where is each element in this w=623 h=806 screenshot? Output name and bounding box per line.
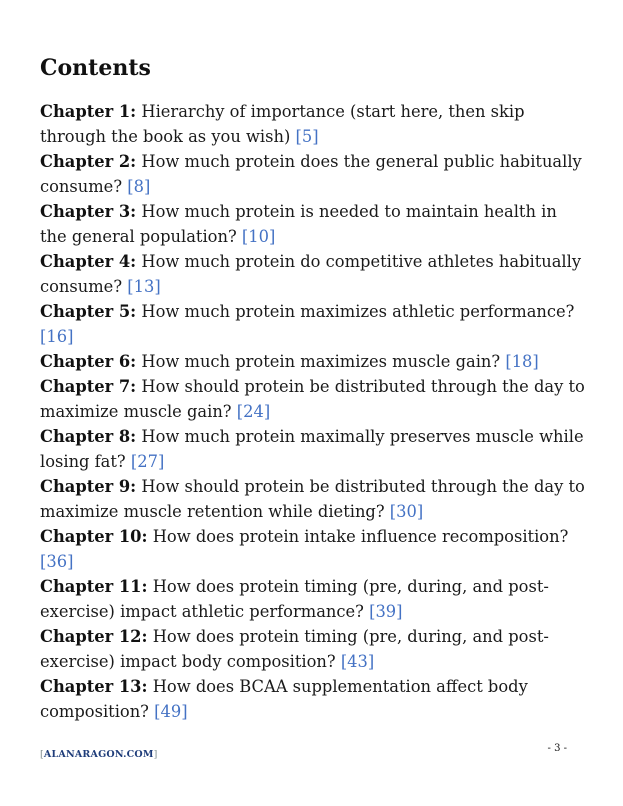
table-of-contents (40, 99, 588, 724)
page-link[interactable]: [5] (295, 127, 319, 146)
chapter-label: Chapter 12: (40, 627, 148, 646)
page-link[interactable]: [30] (389, 502, 424, 521)
chapter-title: How does protein intake influence recomposition? (152, 527, 569, 546)
page-number[interactable]: 43 (347, 652, 368, 671)
chapter-title: How much protein do competitive athletes habitually consume? (40, 252, 582, 296)
chapter-title: How should protein be distributed through the day to maximize muscle retention while dieting? (40, 477, 585, 521)
page-link[interactable]: [13] (127, 277, 161, 296)
page-link[interactable]: [10] (241, 227, 276, 246)
chapter-title: Hierarchy of importance (start here, then skip through the book as you wish) (40, 102, 525, 146)
chapter-title: How much protein is needed to maintain health in the general population? (40, 202, 557, 246)
chapter-label: Chapter 4: (40, 252, 137, 271)
page-link[interactable]: [36] (40, 552, 74, 571)
toc-entry-chapter-13 (40, 674, 588, 724)
toc-entry-chapter-2 (40, 149, 588, 199)
page-link[interactable]: [16] (40, 327, 74, 346)
chapter-label: Chapter 7: (40, 377, 137, 396)
chapter-label: Chapter 8: (40, 427, 137, 446)
page-link[interactable]: [49] (154, 702, 188, 721)
page-link[interactable]: [8] (127, 177, 151, 196)
page-title: Contents (40, 55, 151, 81)
page-link[interactable]: [43] (340, 652, 375, 671)
footer-site-link[interactable] (40, 749, 158, 760)
chapter-label: Chapter 1: (40, 102, 137, 121)
toc-entry-chapter-11 (40, 574, 588, 624)
page-number[interactable]: 13 (133, 277, 155, 296)
toc-entry-chapter-7 (40, 374, 588, 424)
chapter-title: How does BCAA supplementation affect body composition? (40, 677, 528, 721)
page-link[interactable]: [39] (369, 602, 403, 621)
toc-entry-chapter-12 (40, 624, 588, 674)
chapter-title: How much protein maximally preserves muscle while losing fat? (40, 427, 584, 471)
chapter-label: Chapter 13: (40, 677, 148, 696)
page-number[interactable]: 5 (301, 127, 313, 146)
chapter-title: How does protein timing (pre, during, and post-exercise) impact athletic performance? (40, 577, 549, 621)
chapter-label: Chapter 11: (40, 577, 148, 596)
toc-entry-chapter-8 (40, 424, 588, 474)
chapter-title: How should protein be distributed through the day to maximize muscle gain? (40, 377, 585, 421)
footer-page-number: - 3 - (547, 743, 567, 754)
chapter-label: Chapter 2: (40, 152, 137, 171)
page-number[interactable]: 36 (46, 552, 68, 571)
chapter-label: Chapter 10: (40, 527, 148, 546)
chapter-title: How much protein does the general public habitually consume? (40, 152, 582, 196)
page-number[interactable]: 39 (375, 602, 397, 621)
page-link[interactable]: [27] (130, 452, 165, 471)
toc-entry-chapter-3 (40, 199, 588, 249)
chapter-label: Chapter 5: (40, 302, 137, 321)
page-number[interactable]: 30 (396, 502, 417, 521)
toc-entry-chapter-10 (40, 524, 588, 574)
toc-entry-chapter-6 (40, 349, 588, 374)
page-number[interactable]: 27 (137, 452, 158, 471)
chapter-label: Chapter 6: (40, 352, 137, 371)
chapter-label: Chapter 9: (40, 477, 137, 496)
page-number[interactable]: 16 (46, 327, 68, 346)
page-number[interactable]: 24 (243, 402, 264, 421)
footer-bracket-open: [ (40, 749, 44, 760)
page-link[interactable]: [24] (236, 402, 271, 421)
toc-entry-chapter-1 (40, 99, 588, 149)
toc-entry-chapter-5 (40, 299, 588, 349)
page-number[interactable]: 8 (133, 177, 144, 196)
page-number[interactable]: 49 (160, 702, 182, 721)
chapter-title: How much protein maximizes muscle gain? (141, 352, 501, 371)
chapter-label: Chapter 3: (40, 202, 137, 221)
page-link[interactable]: [18] (505, 352, 539, 371)
chapter-title: How does protein timing (pre, during, and post-exercise) impact body composition? (40, 627, 549, 671)
footer-site-name[interactable]: ALANARAGON.COM (43, 749, 154, 760)
chapter-title: How much protein maximizes athletic performance? (141, 302, 575, 321)
toc-entry-chapter-9 (40, 474, 588, 524)
toc-entry-chapter-4 (40, 249, 588, 299)
page-number[interactable]: 18 (511, 352, 533, 371)
page-number[interactable]: 10 (248, 227, 269, 246)
footer-bracket-close: ] (153, 749, 158, 760)
